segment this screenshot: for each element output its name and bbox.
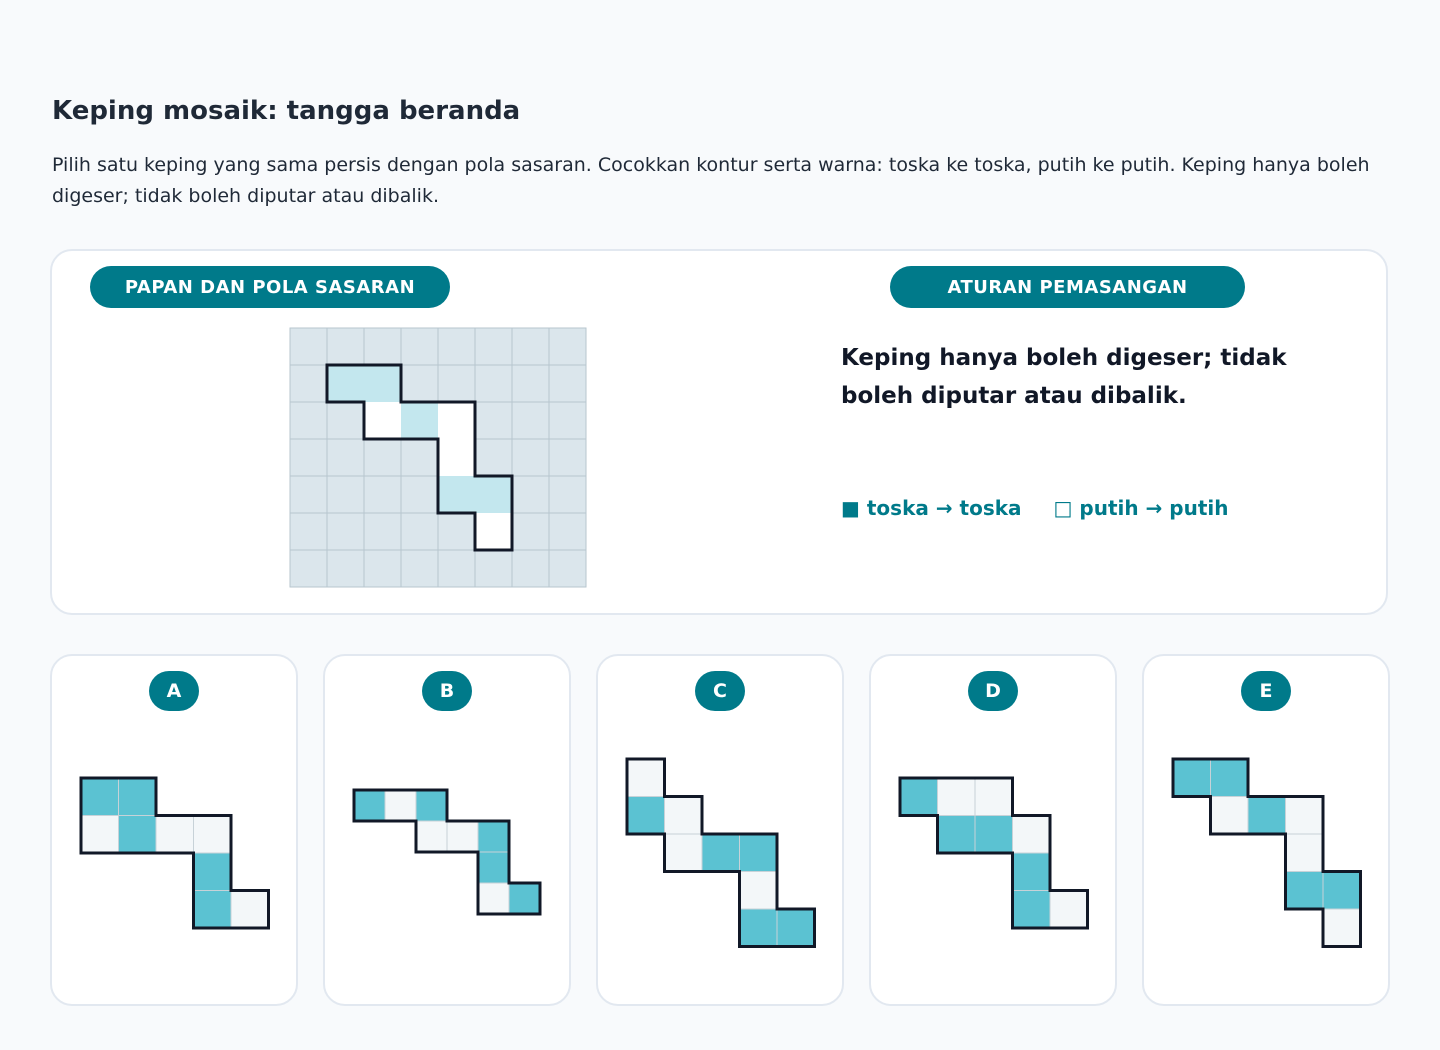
option-badge: E [1241, 671, 1291, 711]
board-panel-label: PAPAN DAN POLA SASARAN [90, 266, 450, 308]
piece-cell-teal [938, 816, 976, 854]
piece-cell-white [416, 821, 447, 852]
piece-cell-white [975, 778, 1013, 816]
placement-rule: Keping hanya boleh digeser; tidak boleh diputar atau dibalik. [841, 345, 1287, 409]
option-piece-b [325, 656, 573, 1008]
piece-cell-teal [740, 834, 778, 872]
target-cell-teal [475, 476, 512, 513]
target-cell-teal [401, 402, 438, 439]
piece-cell-teal [1286, 872, 1324, 910]
piece-cell-white [156, 816, 194, 854]
rules-panel-label: ATURAN PEMASANGAN [890, 266, 1245, 308]
piece-cell-white [478, 883, 509, 914]
piece-cell-teal [777, 909, 815, 947]
option-card-b[interactable] [323, 654, 571, 1006]
target-cell-white [438, 439, 475, 476]
piece-cell-white [938, 778, 976, 816]
option-card-e[interactable] [1142, 654, 1390, 1006]
piece-cell-white [194, 816, 232, 854]
option-card-d[interactable] [869, 654, 1117, 1006]
option-badge: A [149, 671, 199, 711]
option-piece-a [52, 656, 300, 1008]
piece-cell-teal [478, 852, 509, 883]
piece-cell-teal [194, 853, 232, 891]
piece-cell-white [1286, 797, 1324, 835]
option-piece-d [871, 656, 1119, 1008]
target-cell-white [438, 402, 475, 439]
piece-cell-teal [1013, 891, 1051, 929]
piece-cell-white [81, 816, 119, 854]
page-title: Keping mosaik: tangga beranda [52, 96, 521, 126]
piece-cell-teal [975, 816, 1013, 854]
target-cell-teal [364, 365, 401, 402]
target-cell-teal [327, 365, 364, 402]
piece-cell-white [1211, 797, 1249, 835]
piece-cell-teal [416, 790, 447, 821]
option-badge: B [422, 671, 472, 711]
piece-cell-teal [627, 797, 665, 835]
board-panel [50, 249, 1388, 615]
piece-cell-teal [1323, 872, 1361, 910]
option-badge: C [695, 671, 745, 711]
option-card-a[interactable] [50, 654, 298, 1006]
piece-cell-teal [702, 834, 740, 872]
piece-cell-white [627, 759, 665, 797]
piece-cell-teal [194, 891, 232, 929]
piece-cell-teal [1013, 853, 1051, 891]
piece-cell-white [1013, 816, 1051, 854]
option-piece-e [1144, 656, 1392, 1008]
piece-cell-white [740, 872, 778, 910]
piece-cell-white [1286, 834, 1324, 872]
target-cell-white [475, 513, 512, 550]
piece-cell-white [665, 797, 703, 835]
piece-cell-white [665, 834, 703, 872]
piece-cell-teal [740, 909, 778, 947]
piece-cell-teal [1173, 759, 1211, 797]
piece-cell-teal [354, 790, 385, 821]
piece-cell-white [1050, 891, 1088, 929]
piece-cell-teal [1248, 797, 1286, 835]
option-badge: D [968, 671, 1018, 711]
target-board [289, 327, 589, 591]
piece-cell-teal [509, 883, 540, 914]
piece-cell-white [231, 891, 269, 929]
piece-cell-teal [1211, 759, 1249, 797]
piece-cell-white [1323, 909, 1361, 947]
color-legend [841, 496, 1229, 520]
piece-cell-teal [119, 778, 157, 816]
piece-cell-teal [478, 821, 509, 852]
legend-teal: ■ toska → toska [841, 496, 1022, 520]
piece-cell-white [447, 821, 478, 852]
piece-cell-teal [900, 778, 938, 816]
piece-cell-teal [119, 816, 157, 854]
instructions: Pilih satu keping yang sama persis dengan pola sasaran. Cocokkan kontur serta warna: toska ke toska, putih ke putih. Keping hanya boleh digeser; tidak boleh diputar atau dibalik. [52, 154, 1370, 207]
piece-cell-teal [81, 778, 119, 816]
legend-white: □ putih → putih [1053, 496, 1229, 520]
target-cell-white [364, 402, 401, 439]
option-card-c[interactable] [596, 654, 844, 1006]
option-piece-c [598, 656, 846, 1008]
piece-cell-white [385, 790, 416, 821]
target-cell-teal [438, 476, 475, 513]
